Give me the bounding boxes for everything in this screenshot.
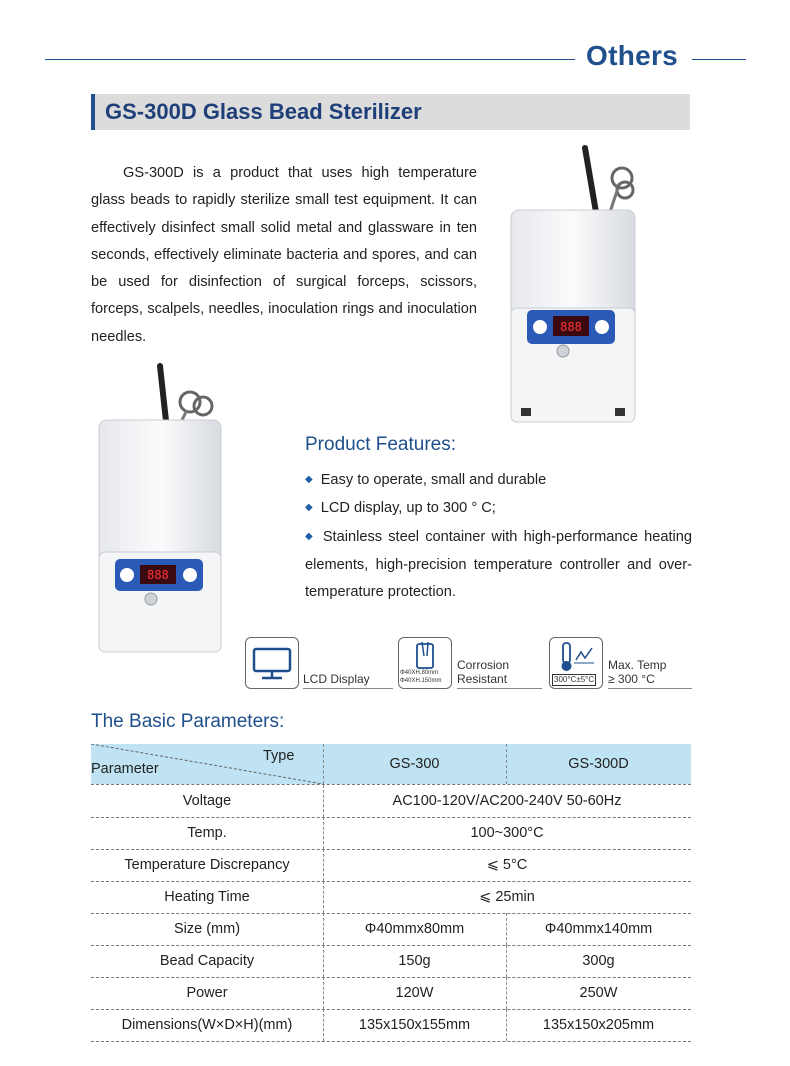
row-value-2: Φ40mmx140mm: [544, 921, 653, 937]
row-value-1: 150g: [398, 953, 431, 969]
table-row: [91, 977, 691, 1010]
max-temp-caption-2: ≥ 300 °C: [608, 672, 655, 686]
corrosion-caption-2: Resistant: [457, 672, 508, 686]
corrosion-label-2: Φ40XH.150mm: [400, 678, 442, 684]
header-rule-right: [692, 59, 746, 60]
row-value-1: 120W: [395, 985, 434, 1001]
row-label: Voltage: [182, 793, 232, 809]
params-title: The Basic Parameters:: [91, 711, 285, 732]
row-value: 100~300°C: [470, 825, 544, 841]
row-value: AC100-120V/AC200-240V 50-60Hz: [392, 793, 622, 809]
row-label: Power: [186, 985, 228, 1001]
caption-underline: [457, 688, 542, 689]
row-label: Temp.: [187, 825, 227, 841]
header-rule-left: [45, 59, 575, 60]
table-header: [91, 744, 691, 784]
header-parameter: Parameter: [91, 761, 159, 777]
row-value-2: 250W: [579, 985, 618, 1001]
row-value-2: 135x150x205mm: [542, 1017, 655, 1033]
header-model-1: GS-300: [389, 756, 440, 772]
table-row: [91, 784, 691, 818]
svg-text:888: 888: [147, 568, 169, 582]
feature-item: ◆ LCD display, up to 300 ° C;: [305, 500, 496, 517]
sterilizer-image-small: [95, 360, 230, 655]
section-title: Others: [586, 40, 679, 71]
corrosion-caption-1: Corrosion: [457, 658, 510, 672]
lcd-display-icon: [245, 637, 299, 689]
features-list: [305, 467, 692, 606]
header-model-2: GS-300D: [568, 756, 629, 772]
table-row: [91, 1009, 691, 1042]
feature-item: ◆ Stainless steel container with high-performance heating elements, high-precision temperature controller and over-temperature protection.: [305, 528, 692, 601]
row-value: ⩽ 5°C: [486, 857, 528, 873]
product-title-bar: [91, 94, 690, 130]
row-value-1: Φ40mmx80mm: [364, 921, 465, 937]
table-row: [91, 881, 691, 914]
feature-item: ◆ Easy to operate, small and durable: [305, 472, 547, 488]
bullet-icon: ◆: [305, 502, 313, 514]
thermometer-icon: [549, 637, 603, 689]
row-label: Size (mm): [173, 921, 241, 937]
max-temp-caption-1: Max. Temp: [608, 658, 667, 672]
table-row: [91, 849, 691, 882]
lcd-display-caption: LCD Display: [303, 672, 370, 686]
temp-label: 300°C±5°C: [554, 675, 595, 684]
features-title: Product Features:: [305, 434, 457, 455]
table-row: [91, 817, 691, 850]
bullet-icon: ◆: [305, 474, 313, 485]
header-type: Type: [263, 748, 295, 764]
row-label: Dimensions(W×D×H)(mm): [121, 1017, 293, 1033]
table-row: [91, 913, 691, 946]
caption-underline: [608, 688, 692, 689]
table-row: [91, 945, 691, 978]
row-value-2: 300g: [582, 953, 615, 969]
row-label: Heating Time: [164, 889, 250, 905]
title-accent: [91, 94, 95, 130]
row-value: ⩽ 25min: [479, 889, 535, 905]
svg-text:888: 888: [560, 320, 582, 334]
intro-paragraph: GS-300D is a product that uses high temperature glass beads to rapidly sterilize small test equipment. It can effectively disinfect small solid metal and glassware in ten seconds, effectively eliminate bacteria and spores, and can be used for disinfection of surgical forceps, scissors, forceps, scalpels, needles, inoculation rings and inoculation needles.: [91, 165, 477, 345]
row-value-1: 135x150x155mm: [358, 1017, 471, 1033]
bullet-icon: ◆: [305, 530, 315, 542]
corrosion-label-1: Φ40XH.80mm: [400, 670, 439, 676]
product-title: GS-300D Glass Bead Sterilizer: [105, 99, 422, 124]
row-label: Temperature Discrepancy: [124, 857, 290, 873]
sterilizer-image-large: [505, 140, 640, 430]
row-label: Bead Capacity: [159, 953, 255, 969]
caption-underline: [303, 688, 393, 689]
corrosion-resistant-icon: [398, 637, 452, 689]
